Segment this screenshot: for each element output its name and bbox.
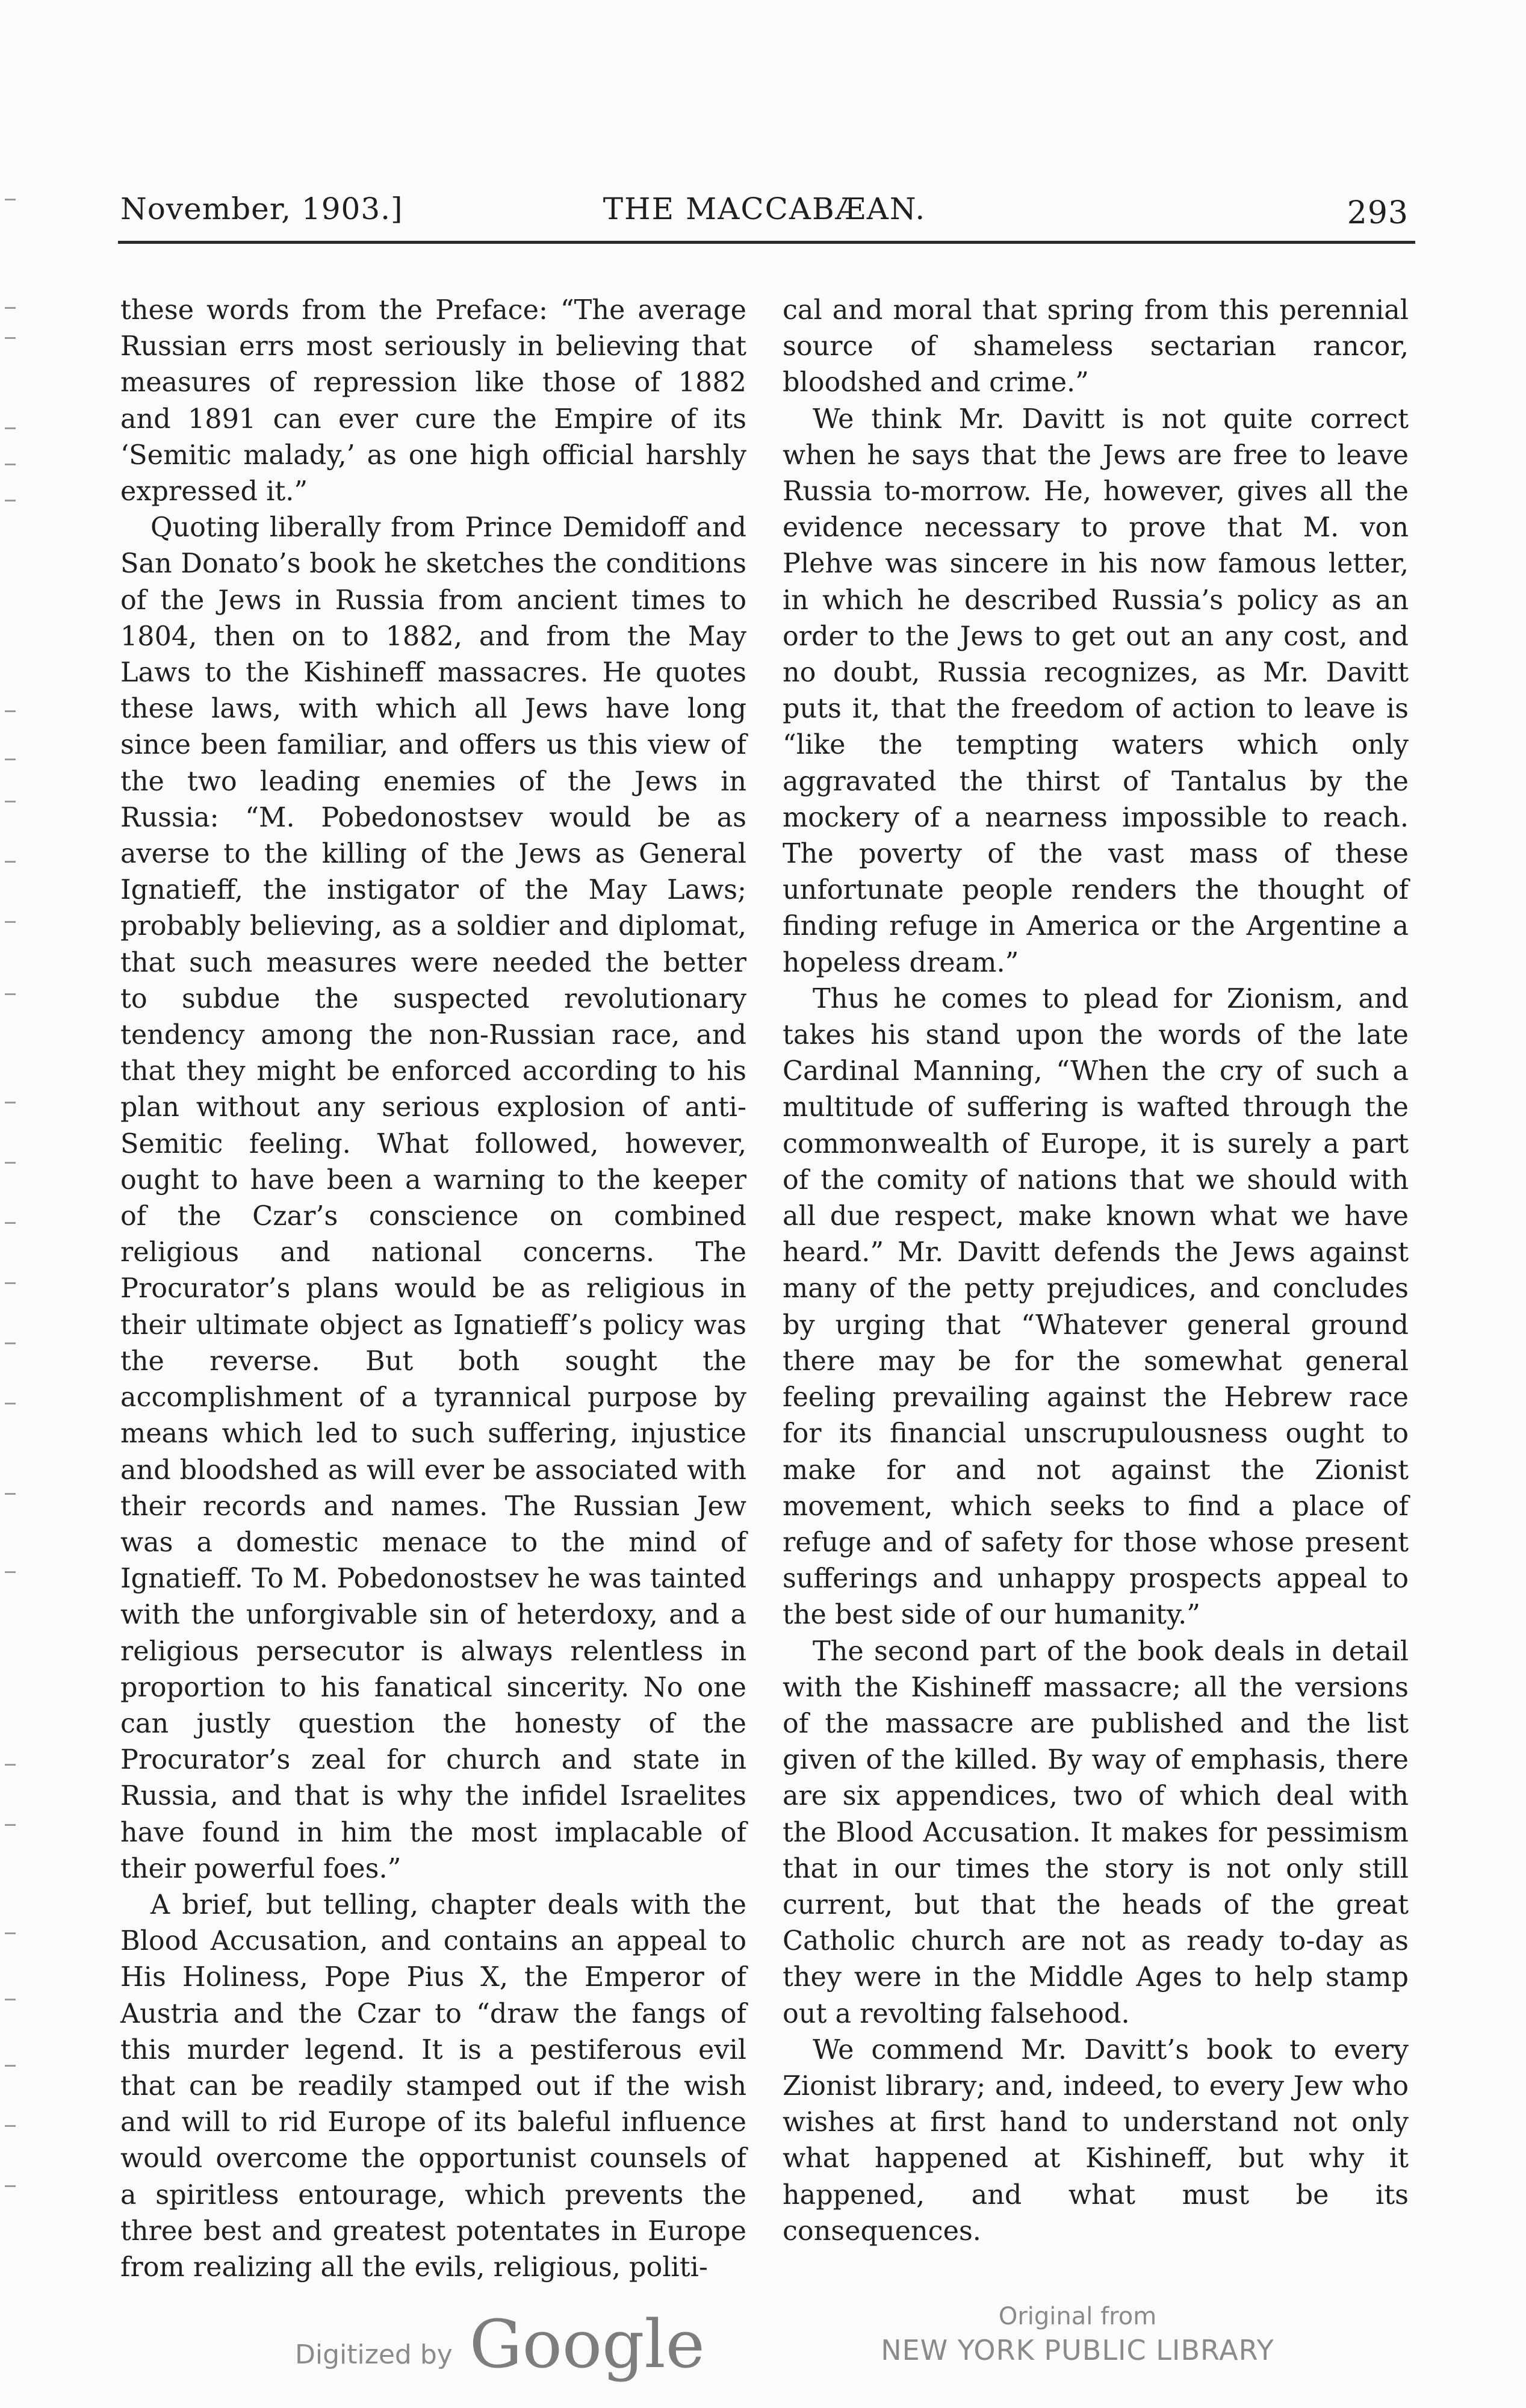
paragraph: Thus he comes to plead for Zionism, and takes his stand upon the words of the late Cardinal Manning, “When the cry of such a multitude of suffering is wafted through the commonwealth of Europe, it is surely a part of the comity of nations that we should with all due respect, make known what we have heard.” Mr. Davitt defends the Jews against many of the petty prejudices, and concludes by urging that “Whatever general ground there may be for the somewhat general feeling prevailing against the Hebrew race for its financial unscrupulousness ought to make for and not against the Zionist movement, which seeks to find a place of refuge and of safety for those whose present sufferings and unhappy prospects appeal to the best side of our humanity.”: [783, 983, 1409, 1631]
google-logo: Google: [469, 2306, 705, 2383]
source-library-watermark: [861, 2300, 1294, 2367]
left-column: [120, 293, 746, 2286]
paragraph: We think Mr. Davitt is not quite correct when he says that the Jews are free to leave Russia to-morrow. He, however, gives all the evidence necessary to prove that M. von Plehve was sincere in his now famous letter, in which he described Russia’s policy as an order to the Jews to get out an any cost, and no doubt, Russia recognizes, as Mr. Davitt puts it, that the freedom of action to leave is “like the tempting waters which only aggravated the thirst of Tantalus by the mockery of a nearness impossible to reach. The poverty of the vast mass of these unfortunate people renders the thought of finding refuge in America or the Argentine a hopeless dream.”: [783, 403, 1409, 978]
header-rule: [118, 241, 1415, 244]
digitized-by-label: Digitized by: [295, 2339, 453, 2370]
digitized-by-watermark: [295, 2306, 705, 2383]
paragraph: Quoting liberally from Prince Demidoff and San Donato’s book he sketches the conditions of the Jews in Russia from ancient times to 1804, then on to 1882, and from the May Laws to the Kishineff massacres. He quotes these laws, with which all Jews have long since been familiar, and offers us this view of the two leading enemies of the Jews in Russia: “M. Pobedonostsev would be as averse to the killing of the Jews as General Ignatieff, the instigator of the May Laws; probably believing, as a soldier and diplomat, that such measures were needed the better to subdue the suspected revolutionary tendency among the non-Russian race, and that they might be enforced according to his plan without any serious explosion of anti-Semitic feeling. What followed, however, ought to have been a warning to the keeper of the Czar’s conscience on combined religious and national concerns. The Procurator’s plans would be as religious in their ultimate object as Ignatieff’s policy was the reverse. But both sought the accomplishment of a tyrannical purpose by means which led to such suffering, injustice and bloodshed as will ever be associated with their records and names. The Russian Jew was a domestic menace to the mind of Ignatieff. To M. Pobedonostsev he was tainted with the unforgivable sin of heterdoxy, and a religious persecutor is always relentless in proportion to his fanatical sincerity. No one can justly question the honesty of the Procurator’s zeal for church and state in Russia, and that is why the infidel Israelites have found in him the most implacable of their powerful foes.”: [120, 512, 746, 1884]
library-name: NEW YORK PUBLIC LIBRARY: [881, 2334, 1274, 2366]
paragraph: cal and moral that spring from this perennial source of shameless sectarian rancor, bloodshed and crime.”: [783, 295, 1409, 399]
journal-title: THE MACCABÆAN.: [603, 191, 926, 226]
right-column: [783, 293, 1409, 2250]
scan-gutter-marks: [0, 199, 24, 2306]
page-number: 293: [1347, 195, 1409, 231]
paragraph: We commend Mr. Davitt’s book to every Zionist library; and, indeed, to every Jew who wishes at first hand to understand not only what happened at Kishineff, but why it happened, and what must be its consequences.: [783, 2034, 1409, 2247]
paragraph: The second part of the book deals in detail with the Kishineff massacre; all the versions of the massacre are published and the list given of the killed. By way of emphasis, there are six appendices, two of which deal with the Blood Accusation. It makes for pessimism that in our times the story is not only still current, but that the heads of the great Catholic church are not as ready to-day as they were in the Middle Ages to help stamp out a revolting falsehood.: [783, 1636, 1409, 2029]
running-header: [120, 191, 1409, 246]
original-from-label: Original from: [998, 2303, 1157, 2330]
paragraph: A brief, but telling, chapter deals with the Blood Accusation, and contains an appeal to His Holiness, Pope Pius X, the Emperor of Austria and the Czar to “draw the fangs of this murder legend. It is a pestiferous evil that can be readily stamped out if the wish and will to rid Europe of its baleful influence would overcome the opportunist counsels of a spiritless entourage, which prevents the three best and greatest potentates in Europe from realizing all the evils, religious, politi-: [120, 1889, 746, 2283]
issue-date: November, 1903.]: [120, 191, 403, 226]
paragraph: these words from the Preface: “The average Russian errs most seriously in believing that measures of repression like those of 1882 and 1891 can ever cure the Empire of its ‘Semitic malady,’ as one high official harshly expressed it.”: [120, 295, 746, 507]
